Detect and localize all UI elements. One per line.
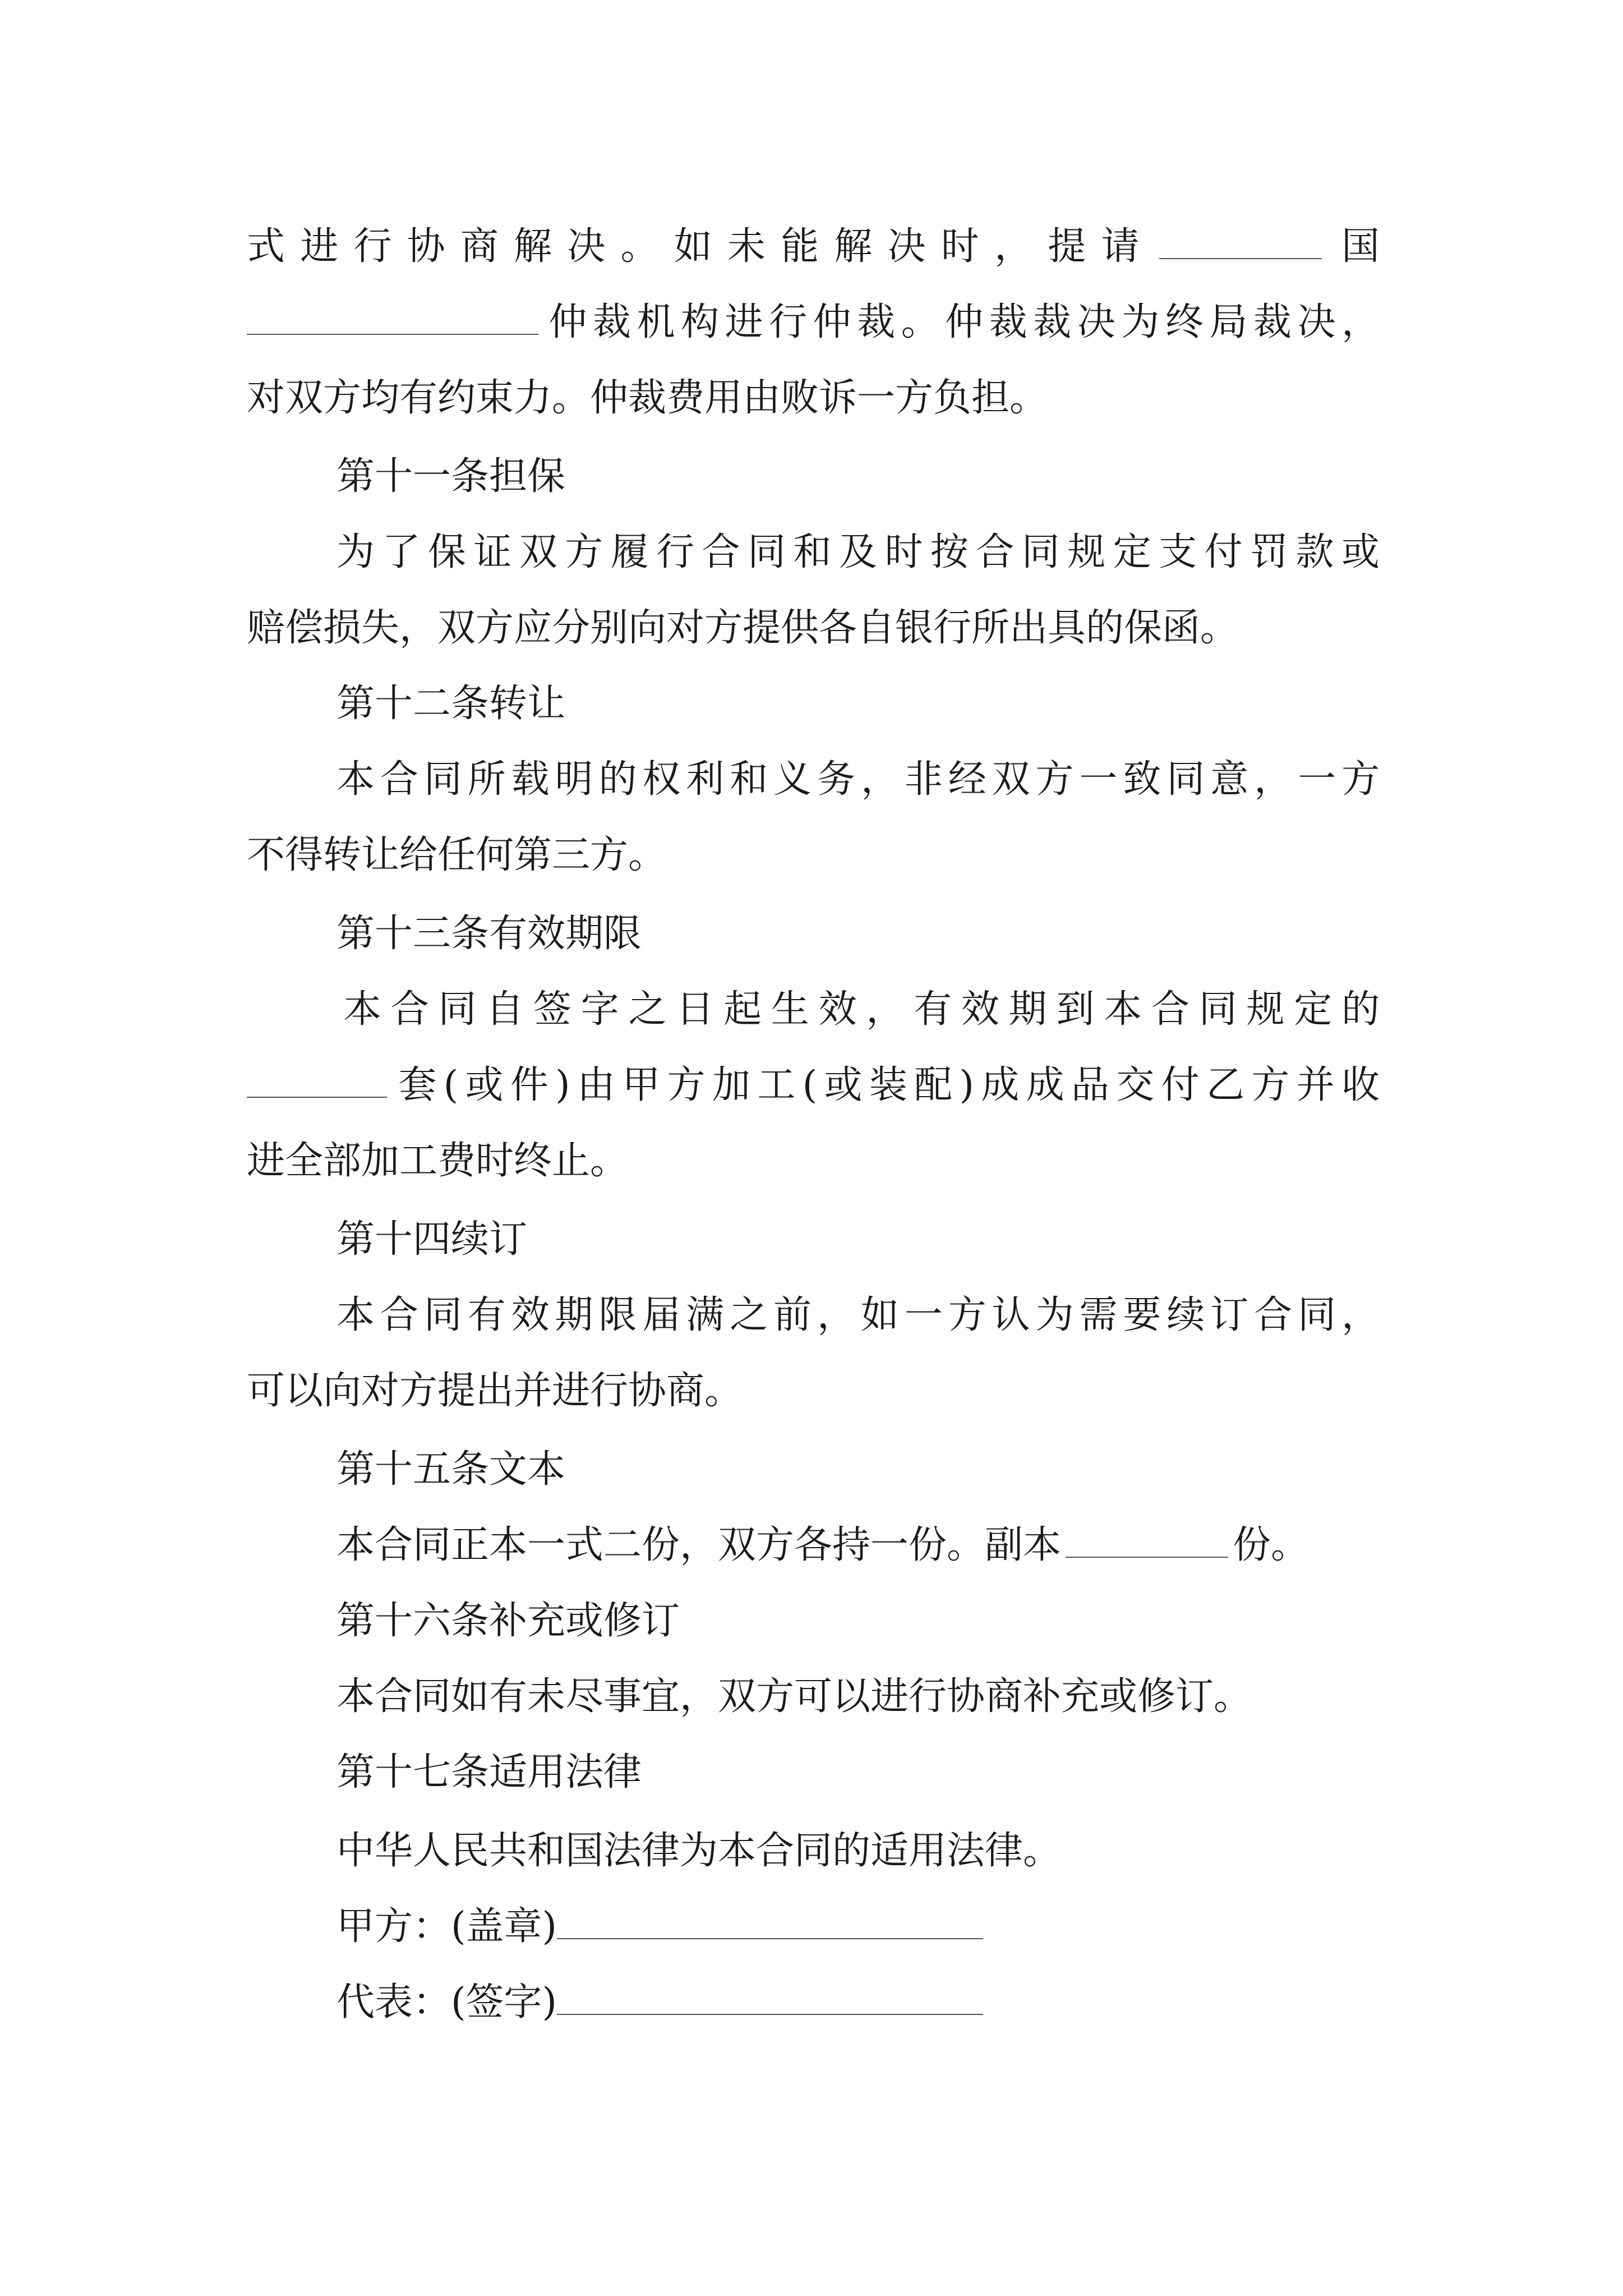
text-segment: 仲裁机构进行仲裁。仲裁裁决为终局裁决， — [543, 300, 1380, 344]
text-segment: 式进行协商解决。如未能解决时，提请 — [247, 224, 1155, 269]
section-heading: 第十一条担保 — [336, 454, 566, 499]
fill-blank — [247, 1052, 387, 1098]
text-line — [247, 1052, 1380, 1119]
text-segment: 套(或件)由甲方加工(或装配)成成品交付乙方并收 — [391, 1063, 1380, 1107]
text-line: 可以向对方提出并进行协商。 — [247, 1369, 743, 1413]
signature-blank — [557, 1969, 983, 2015]
fill-blank — [1066, 1512, 1228, 1558]
section-heading: 第十五条文本 — [336, 1447, 566, 1492]
signature-line-party-a — [336, 1893, 1380, 1961]
section-heading: 第十二条转让 — [336, 682, 566, 726]
text-segment: 国 — [1326, 224, 1380, 269]
text-segment: 本合同正本一式二份，双方各持一份。副本 — [336, 1523, 1062, 1567]
text-line: 进全部加工费时终止。 — [247, 1139, 629, 1183]
signature-label: 甲方：(盖章) — [336, 1904, 557, 1949]
section-heading: 第十六条补充或修订 — [336, 1599, 680, 1643]
text-line: 本合同自签字之日起生效，有效期到本合同规定的 — [343, 987, 1380, 1032]
text-line: 不得转让给任何第三方。 — [247, 833, 667, 877]
text-line: 赔偿损失，双方应分别向对方提供各自银行所出具的保函。 — [247, 606, 1239, 650]
text-line: 为了保证双方履行合同和及时按合同规定支付罚款或 — [336, 530, 1380, 574]
text-line — [247, 289, 1380, 356]
text-line — [247, 213, 1380, 280]
fill-blank — [247, 289, 538, 335]
text-line: 对双方均有约束力。仲裁费用由败诉一方负担。 — [247, 376, 1048, 420]
text-segment: 份。 — [1233, 1523, 1310, 1567]
fill-blank — [1159, 213, 1322, 259]
text-line: 本合同如有未尽事宜，双方可以进行协商补充或修订。 — [336, 1674, 1252, 1719]
signature-label: 代表：(签字) — [336, 1980, 557, 2024]
signature-blank — [557, 1893, 983, 1939]
section-heading: 第十三条有效期限 — [336, 912, 642, 956]
text-line: 本合同有效期限届满之前，如一方认为需要续订合同， — [336, 1293, 1380, 1337]
text-line — [336, 1512, 1380, 1579]
text-line: 中华人民共和国法律为本合同的适用法律。 — [336, 1829, 1062, 1873]
section-heading: 第十七条适用法律 — [336, 1750, 642, 1795]
section-heading: 第十四续订 — [336, 1217, 528, 1262]
signature-line-representative — [336, 1969, 1380, 2036]
text-line: 本合同所载明的权利和义务，非经双方一致同意，一方 — [336, 757, 1380, 802]
